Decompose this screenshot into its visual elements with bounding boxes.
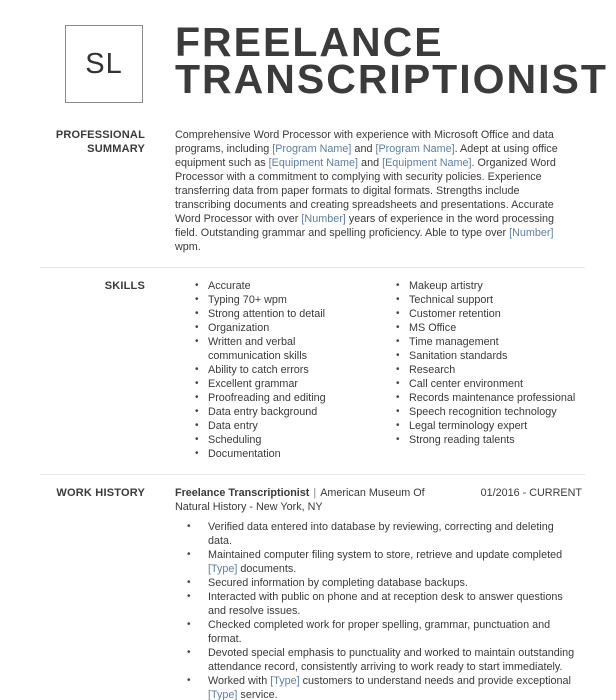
text-segment: Devoted special emphasis to punctuality and worked to maintain outstanding attendance record, consistently arriving to work ready to start immediately.	[208, 647, 575, 673]
placeholder-token: [Equipment Name]	[268, 157, 359, 169]
placeholder-token: [Number]	[509, 227, 554, 239]
duty-item	[175, 548, 575, 576]
skill-item: • Organization	[185, 321, 370, 335]
skill-item: • Written and verbal communication skills	[185, 335, 370, 363]
summary-text	[175, 128, 570, 254]
placeholder-token: [Equipment Name]	[382, 157, 472, 169]
skill-item: • Makeup artistry	[386, 279, 586, 293]
text-segment: Worked with	[208, 675, 271, 687]
section-divider	[40, 267, 585, 268]
skill-item: • Accurate	[185, 279, 370, 293]
text-segment: documents.	[237, 563, 297, 575]
name-line-2: TRANSCRIPTIONIST	[175, 56, 608, 98]
text-segment: . Organized Word Processor with a commitment to complying with security policies. Experience transferring data from paper formats to digital formats. Strengths include transcribing documents and creating spreadsheets and presentations. Accurate Word Processor with over	[175, 157, 556, 225]
skill-item: • Typing 70+ wpm	[185, 293, 370, 307]
placeholder-token: [Type]	[270, 675, 300, 687]
text-segment: Interacted with public on phone and at reception desk to answer questions and resolve issues.	[208, 591, 563, 617]
candidate-name	[175, 24, 616, 98]
initials-monogram	[65, 25, 143, 103]
placeholder-token: [Type]	[208, 689, 238, 700]
duty-item	[175, 646, 575, 674]
job-duties-list	[175, 520, 575, 700]
initials: SL	[85, 47, 123, 80]
section-label-skills: SKILLS	[104, 280, 145, 292]
skill-item: • Ability to catch errors	[185, 363, 370, 377]
text-segment: Checked completed work for proper spelling, grammar, punctuation and format.	[208, 619, 551, 645]
skill-item: • Scheduling	[185, 433, 370, 447]
skill-item: • Time management	[386, 335, 586, 349]
skill-item: • Call center environment	[386, 377, 586, 391]
text-segment: service.	[237, 689, 278, 700]
text-segment: and	[351, 143, 376, 155]
skill-item: • Customer retention	[386, 307, 586, 321]
work-history-section	[0, 486, 616, 700]
skill-item: • MS Office	[386, 321, 586, 335]
text-segment: customers to understand needs and provide exceptional	[299, 675, 571, 687]
job-title: Freelance Transcriptionist	[175, 487, 310, 499]
placeholder-token: [Program Name]	[375, 143, 455, 155]
skill-item: • Excellent grammar	[185, 377, 370, 391]
job-dates: 01/2016 - CURRENT	[480, 487, 582, 499]
skill-item: • Sanitation standards	[386, 349, 586, 363]
duty-item	[175, 520, 575, 548]
placeholder-token: [Program Name]	[272, 143, 352, 155]
skill-item: • Data entry	[185, 419, 370, 433]
skill-item: • Legal terminology expert	[386, 419, 586, 433]
placeholder-token: [Type]	[208, 563, 238, 575]
text-segment: Maintained computer filing system to store, retrieve and update completed	[208, 549, 563, 561]
text-segment: . Adept at using office equipment such as	[175, 143, 558, 169]
skill-item: • Records maintenance professional	[386, 391, 586, 405]
duty-item	[175, 618, 575, 646]
text-segment: and	[358, 157, 383, 169]
placeholder-token: [Number]	[301, 213, 346, 225]
section-label-work-history: WORK HISTORY	[56, 487, 145, 499]
skill-item: • Strong reading talents	[386, 433, 586, 447]
duty-item	[175, 576, 575, 590]
job-separator: |	[313, 487, 317, 499]
skill-item: • Proofreading and editing	[185, 391, 370, 405]
job-employer: American Museum Of Natural History - New York, NY	[175, 487, 425, 513]
skills-section	[0, 279, 616, 469]
skill-item: • Technical support	[386, 293, 586, 307]
skill-item: • Speech recognition technology	[386, 405, 586, 419]
skill-item: • Research	[386, 363, 586, 377]
duty-item	[175, 674, 575, 700]
job-entry	[175, 486, 582, 700]
section-divider	[40, 474, 585, 475]
skills-list-right	[386, 279, 586, 447]
text-segment: wpm.	[175, 241, 201, 253]
job-title-employer	[175, 486, 435, 514]
name-line-1: FREELANCE	[175, 24, 444, 65]
job-header	[175, 486, 582, 514]
professional-summary-section	[0, 128, 616, 268]
text-segment: years of experience in the word processing field. Outstanding grammar and spelling proficiency. Able to type over	[175, 213, 555, 239]
skills-list-left	[185, 279, 370, 461]
section-label-summary: PROFESSIONAL SUMMARY	[55, 129, 145, 155]
text-segment: Verified data entered into database by reviewing, correcting and deleting data.	[208, 521, 554, 547]
text-segment: Comprehensive Word Processor with experience with Microsoft Office and data programs, including	[175, 129, 554, 155]
text-segment: Secured information by completing database backups.	[208, 577, 468, 589]
skill-item: • Strong attention to detail	[185, 307, 370, 321]
duty-item	[175, 590, 575, 618]
skill-item: • Data entry background	[185, 405, 370, 419]
skill-item: • Documentation	[185, 447, 370, 461]
